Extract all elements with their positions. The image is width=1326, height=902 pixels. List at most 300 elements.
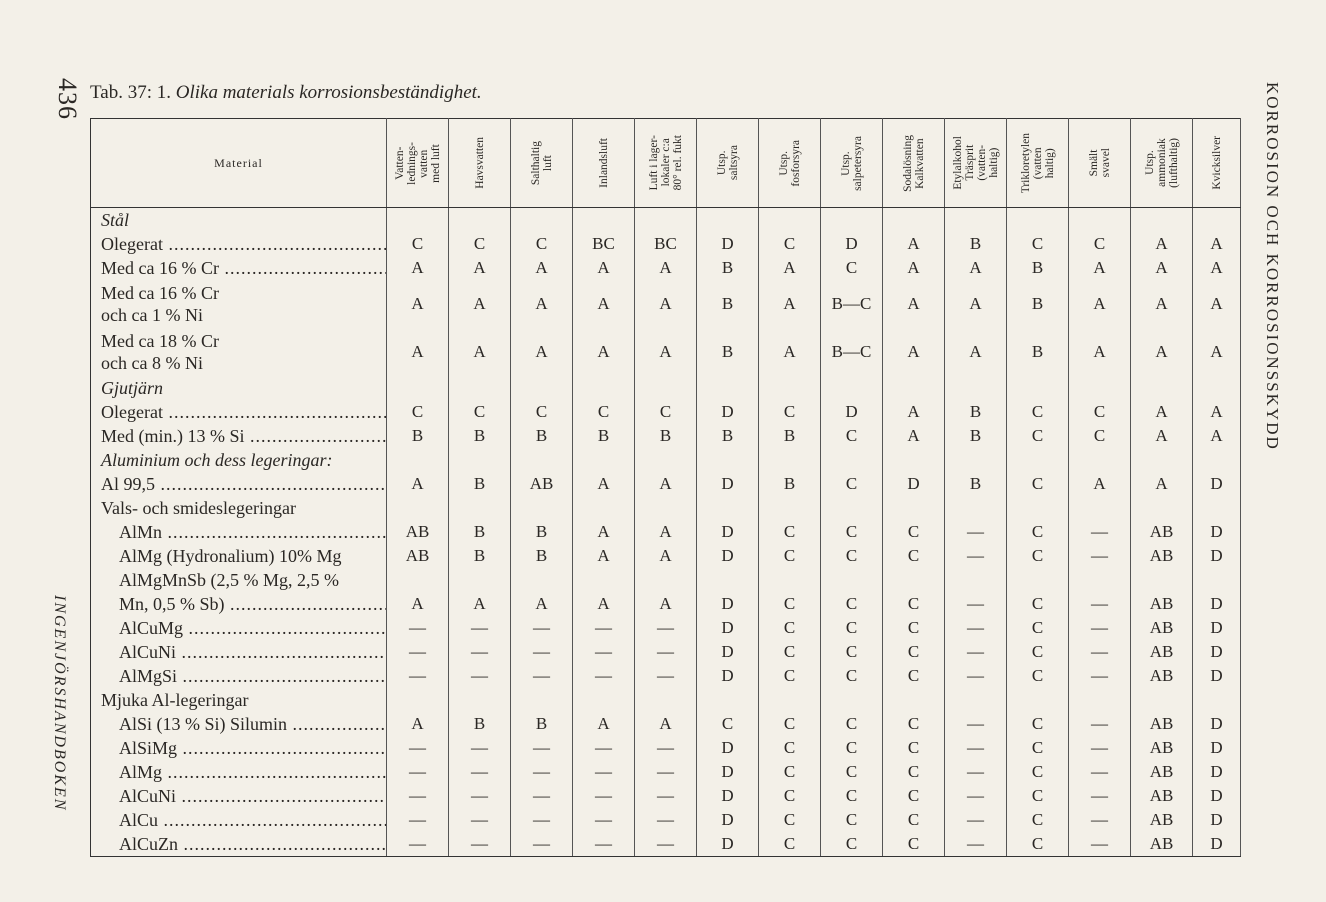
rating-cell: — <box>511 808 573 832</box>
subheading-row <box>91 568 1241 592</box>
rating-cell: C <box>1069 232 1131 256</box>
rating-cell: A <box>635 280 697 328</box>
empty-cell <box>821 376 883 400</box>
rating-cell: D <box>1193 760 1241 784</box>
empty-cell <box>883 376 945 400</box>
rating-cell: C <box>883 520 945 544</box>
rating-cell: A <box>1131 256 1193 280</box>
rating-cell: D <box>1193 712 1241 736</box>
rating-cell: D <box>697 232 759 256</box>
empty-cell <box>449 448 511 472</box>
rating-cell: AB <box>511 472 573 496</box>
rating-cell: C <box>821 256 883 280</box>
column-header <box>1069 119 1131 208</box>
empty-cell <box>387 496 449 520</box>
rating-cell: AB <box>1131 616 1193 640</box>
rating-cell: D <box>1193 784 1241 808</box>
empty-cell <box>821 568 883 592</box>
rating-cell: A <box>1069 472 1131 496</box>
empty-cell <box>511 208 573 233</box>
rating-cell: A <box>573 544 635 568</box>
empty-cell <box>697 496 759 520</box>
rating-cell: — <box>945 808 1007 832</box>
rating-cell: AB <box>1131 760 1193 784</box>
rating-cell: C <box>449 232 511 256</box>
column-header <box>449 119 511 208</box>
empty-cell <box>573 208 635 233</box>
empty-cell <box>883 568 945 592</box>
empty-cell <box>387 376 449 400</box>
empty-cell <box>511 688 573 712</box>
corrosion-table <box>90 118 1241 857</box>
rating-cell: C <box>1007 736 1069 760</box>
material-label: Al 99,5 ..... <box>91 472 387 496</box>
rating-cell: C <box>821 640 883 664</box>
empty-cell <box>1069 208 1131 233</box>
rating-cell: D <box>1193 520 1241 544</box>
empty-cell <box>945 208 1007 233</box>
right-running-head: KORROSION OCH KORROSIONSSKYDD <box>1263 82 1282 451</box>
rating-cell: — <box>945 592 1007 616</box>
rating-cell: B <box>945 232 1007 256</box>
empty-cell <box>697 208 759 233</box>
column-header-label: Inlandsluft <box>597 138 610 188</box>
empty-cell <box>1193 448 1241 472</box>
rating-cell: — <box>1069 544 1131 568</box>
empty-cell <box>883 448 945 472</box>
rating-cell: D <box>1193 832 1241 857</box>
rating-cell: — <box>511 616 573 640</box>
rating-cell: D <box>697 736 759 760</box>
rating-cell: B <box>449 472 511 496</box>
rating-cell: B <box>449 712 511 736</box>
rating-cell: C <box>1007 784 1069 808</box>
rating-cell: — <box>945 640 1007 664</box>
rating-cell: — <box>635 784 697 808</box>
rating-cell: A <box>573 472 635 496</box>
subheading-row <box>91 496 1241 520</box>
empty-cell <box>449 376 511 400</box>
rating-cell: C <box>573 400 635 424</box>
material-label: AlCuZn ..... <box>91 832 387 857</box>
rating-cell: — <box>945 760 1007 784</box>
rating-cell: — <box>573 640 635 664</box>
column-header-label: Salthaltig luft <box>529 140 554 186</box>
rating-cell: A <box>1193 328 1241 376</box>
table-row <box>91 280 1241 328</box>
rating-cell: B <box>1007 256 1069 280</box>
rating-cell: C <box>821 520 883 544</box>
rating-cell: C <box>1007 424 1069 448</box>
rating-cell: — <box>449 616 511 640</box>
rating-cell: — <box>635 808 697 832</box>
empty-cell <box>1069 376 1131 400</box>
rating-cell: C <box>883 784 945 808</box>
rating-cell: A <box>511 256 573 280</box>
rating-cell: — <box>1069 592 1131 616</box>
empty-cell <box>1131 208 1193 233</box>
rating-cell: AB <box>1131 832 1193 857</box>
rating-cell: A <box>573 520 635 544</box>
empty-cell <box>1007 448 1069 472</box>
rating-cell: C <box>759 664 821 688</box>
rating-cell: C <box>821 544 883 568</box>
empty-cell <box>387 568 449 592</box>
material-label: Med (min.) 13 % Si ..... <box>91 424 387 448</box>
material-label: AlCuNi ..... <box>91 640 387 664</box>
rating-cell: A <box>635 520 697 544</box>
material-label <box>91 280 387 328</box>
empty-cell <box>759 376 821 400</box>
empty-cell <box>573 376 635 400</box>
material-label-line2: och ca 1 % Ni <box>101 305 203 325</box>
table-row <box>91 640 1241 664</box>
column-header-label: Etylalkohol Träsprit (vatten- haltig) <box>951 136 1000 190</box>
rating-cell: B <box>945 424 1007 448</box>
column-header-label: Kvicksilver <box>1210 136 1223 190</box>
rating-cell: C <box>759 520 821 544</box>
rating-cell: D <box>697 472 759 496</box>
rating-cell: AB <box>1131 592 1193 616</box>
table-row <box>91 832 1241 857</box>
rating-cell: — <box>1069 736 1131 760</box>
column-header-label: Trikloretylen (vatten haltig) <box>1019 132 1056 194</box>
empty-cell <box>1007 376 1069 400</box>
rating-cell: — <box>449 832 511 857</box>
rating-cell: — <box>387 760 449 784</box>
rating-cell: — <box>573 616 635 640</box>
column-header <box>573 119 635 208</box>
material-label: AlSiMg ..... <box>91 736 387 760</box>
rating-cell: D <box>821 400 883 424</box>
rating-cell: A <box>511 592 573 616</box>
rating-cell: C <box>1007 640 1069 664</box>
rating-cell: A <box>945 328 1007 376</box>
rating-cell: — <box>449 784 511 808</box>
rating-cell: C <box>821 760 883 784</box>
material-label: AlMgSi ..... <box>91 664 387 688</box>
rating-cell: B <box>945 400 1007 424</box>
empty-cell <box>635 376 697 400</box>
empty-cell <box>387 208 449 233</box>
rating-cell: C <box>821 712 883 736</box>
rating-cell: D <box>697 832 759 857</box>
rating-cell: C <box>759 544 821 568</box>
rating-cell: — <box>945 664 1007 688</box>
column-header <box>1193 119 1241 208</box>
table-row <box>91 664 1241 688</box>
rating-cell: — <box>511 832 573 857</box>
column-header <box>511 119 573 208</box>
rating-cell: — <box>635 832 697 857</box>
rating-cell: C <box>883 544 945 568</box>
rating-cell: — <box>387 736 449 760</box>
empty-cell <box>1131 376 1193 400</box>
rating-cell: C <box>1007 760 1069 784</box>
rating-cell: C <box>1007 544 1069 568</box>
rating-cell: C <box>1007 400 1069 424</box>
empty-cell <box>1193 688 1241 712</box>
rating-cell: — <box>573 784 635 808</box>
caption-label: Tab. 37: 1. <box>90 82 171 103</box>
rating-cell: C <box>821 784 883 808</box>
rating-cell: A <box>573 328 635 376</box>
rating-cell: A <box>945 280 1007 328</box>
rating-cell: D <box>697 664 759 688</box>
rating-cell: — <box>635 616 697 640</box>
table-row <box>91 544 1241 568</box>
rating-cell: C <box>883 808 945 832</box>
table-row <box>91 784 1241 808</box>
rating-cell: B <box>759 472 821 496</box>
subheading-label: Vals- och smideslegeringar <box>91 496 387 520</box>
empty-cell <box>635 448 697 472</box>
rating-cell: A <box>387 256 449 280</box>
rating-cell: C <box>821 664 883 688</box>
material-label: Olegerat ..... <box>91 232 387 256</box>
rating-cell: C <box>759 712 821 736</box>
rating-cell: — <box>387 640 449 664</box>
rating-cell: D <box>1193 808 1241 832</box>
rating-cell: A <box>573 256 635 280</box>
rating-cell: B <box>945 472 1007 496</box>
rating-cell: D <box>697 544 759 568</box>
rating-cell: C <box>759 232 821 256</box>
rating-cell: A <box>1193 424 1241 448</box>
rating-cell: — <box>511 784 573 808</box>
rating-cell: A <box>1193 232 1241 256</box>
rating-cell: C <box>821 592 883 616</box>
column-header-label: Utsp. saltsyra <box>715 145 740 181</box>
empty-cell <box>1069 496 1131 520</box>
rating-cell: C <box>759 832 821 857</box>
rating-cell: AB <box>387 520 449 544</box>
rating-cell: D <box>1193 472 1241 496</box>
rating-cell: A <box>759 328 821 376</box>
material-label-line1: Med ca 18 % Cr <box>101 331 219 351</box>
rating-cell: C <box>387 232 449 256</box>
column-header <box>759 119 821 208</box>
rating-cell: A <box>387 472 449 496</box>
rating-cell: D <box>821 232 883 256</box>
rating-cell: BC <box>573 232 635 256</box>
column-header-label: Havsvatten <box>473 137 486 189</box>
empty-cell <box>635 208 697 233</box>
rating-cell: C <box>759 616 821 640</box>
rating-cell: C <box>635 400 697 424</box>
empty-cell <box>573 688 635 712</box>
rating-cell: C <box>759 784 821 808</box>
rating-cell: C <box>1007 832 1069 857</box>
rating-cell: C <box>759 592 821 616</box>
table-row <box>91 712 1241 736</box>
table-row <box>91 616 1241 640</box>
rating-cell: C <box>821 616 883 640</box>
rating-cell: — <box>573 664 635 688</box>
rating-cell: C <box>1069 424 1131 448</box>
rating-cell: C <box>883 592 945 616</box>
rating-cell: A <box>573 712 635 736</box>
rating-cell: C <box>1007 472 1069 496</box>
rating-cell: C <box>759 808 821 832</box>
rating-cell: D <box>1193 736 1241 760</box>
rating-cell: D <box>697 520 759 544</box>
rating-cell: A <box>1193 280 1241 328</box>
rating-cell: A <box>1131 472 1193 496</box>
rating-cell: D <box>697 400 759 424</box>
rating-cell: — <box>1069 520 1131 544</box>
empty-cell <box>821 208 883 233</box>
rating-cell: A <box>387 592 449 616</box>
rating-cell: — <box>1069 616 1131 640</box>
empty-cell <box>449 208 511 233</box>
rating-cell: — <box>387 616 449 640</box>
column-header-label: Smält svavel <box>1087 148 1112 178</box>
rating-cell: AB <box>1131 664 1193 688</box>
column-header-label: Utsp. fosforsyra <box>777 139 802 187</box>
rating-cell: D <box>697 640 759 664</box>
rating-cell: B <box>1007 280 1069 328</box>
empty-cell <box>1007 688 1069 712</box>
table-row <box>91 424 1241 448</box>
rating-cell: C <box>883 712 945 736</box>
subheading-label: AlMgMnSb (2,5 % Mg, 2,5 % <box>91 568 387 592</box>
rating-cell: — <box>449 640 511 664</box>
rating-cell: B <box>635 424 697 448</box>
rating-cell: A <box>387 712 449 736</box>
rating-cell: — <box>449 808 511 832</box>
column-header-label: Utsp. salpetersyra <box>839 135 864 191</box>
rating-cell: C <box>511 400 573 424</box>
empty-cell <box>387 688 449 712</box>
rating-cell: A <box>883 256 945 280</box>
rating-cell: B <box>697 424 759 448</box>
empty-cell <box>511 448 573 472</box>
rating-cell: B <box>387 424 449 448</box>
rating-cell: A <box>511 328 573 376</box>
column-header-label: Luft i lager- lokaler c:a 80° rel. fukt <box>647 135 684 191</box>
rating-cell: A <box>635 328 697 376</box>
rating-cell: C <box>821 472 883 496</box>
empty-cell <box>945 688 1007 712</box>
rating-cell: — <box>1069 640 1131 664</box>
column-header <box>945 119 1007 208</box>
rating-cell: A <box>449 280 511 328</box>
empty-cell <box>1131 496 1193 520</box>
empty-cell <box>945 496 1007 520</box>
column-header <box>1007 119 1069 208</box>
empty-cell <box>821 496 883 520</box>
rating-cell: A <box>635 256 697 280</box>
material-label: AlCuNi ..... <box>91 784 387 808</box>
material-label-line2: och ca 8 % Ni <box>101 353 203 373</box>
rating-cell: — <box>511 640 573 664</box>
rating-cell: A <box>573 592 635 616</box>
rating-cell: — <box>945 520 1007 544</box>
empty-cell <box>449 496 511 520</box>
rating-cell: A <box>1193 256 1241 280</box>
empty-cell <box>511 376 573 400</box>
section-row <box>91 448 1241 472</box>
material-label: AlMg ..... <box>91 760 387 784</box>
rating-cell: C <box>883 760 945 784</box>
rating-cell: C <box>1007 520 1069 544</box>
rating-cell: A <box>1131 424 1193 448</box>
rating-cell: — <box>511 760 573 784</box>
rating-cell: — <box>945 544 1007 568</box>
table-header-row <box>91 119 1241 208</box>
rating-cell: C <box>821 736 883 760</box>
rating-cell: — <box>1069 760 1131 784</box>
rating-cell: — <box>573 736 635 760</box>
rating-cell: A <box>449 328 511 376</box>
rating-cell: — <box>1069 784 1131 808</box>
empty-cell <box>759 496 821 520</box>
rating-cell: A <box>1069 256 1131 280</box>
rating-cell: B <box>697 328 759 376</box>
rating-cell: D <box>883 472 945 496</box>
table-body <box>91 208 1241 857</box>
rating-cell: A <box>511 280 573 328</box>
rating-cell: D <box>1193 640 1241 664</box>
rating-cell: — <box>635 640 697 664</box>
empty-cell <box>1193 376 1241 400</box>
rating-cell: — <box>511 664 573 688</box>
rating-cell: C <box>883 664 945 688</box>
empty-cell <box>945 568 1007 592</box>
rating-cell: AB <box>1131 544 1193 568</box>
table-row <box>91 328 1241 376</box>
empty-cell <box>821 448 883 472</box>
column-header-material: Material <box>91 119 387 208</box>
rating-cell: A <box>1069 328 1131 376</box>
rating-cell: C <box>449 400 511 424</box>
rating-cell: — <box>511 736 573 760</box>
rating-cell: B <box>511 712 573 736</box>
empty-cell <box>1069 568 1131 592</box>
empty-cell <box>1131 568 1193 592</box>
rating-cell: B <box>697 280 759 328</box>
empty-cell <box>635 568 697 592</box>
rating-cell: B <box>449 520 511 544</box>
rating-cell: B—C <box>821 280 883 328</box>
rating-cell: A <box>387 280 449 328</box>
rating-cell: A <box>759 256 821 280</box>
rating-cell: — <box>945 784 1007 808</box>
material-label-lines <box>101 330 219 374</box>
empty-cell <box>697 376 759 400</box>
rating-cell: B <box>759 424 821 448</box>
empty-cell <box>573 568 635 592</box>
column-header-label: Utsp. ammoniak (lufthaltig) <box>1143 138 1180 188</box>
rating-cell: C <box>759 400 821 424</box>
rating-cell: B <box>511 520 573 544</box>
empty-cell <box>759 448 821 472</box>
table-row <box>91 520 1241 544</box>
rating-cell: — <box>945 832 1007 857</box>
rating-cell: C <box>1007 616 1069 640</box>
rating-cell: AB <box>1131 736 1193 760</box>
rating-cell: A <box>1193 400 1241 424</box>
rating-cell: — <box>945 712 1007 736</box>
rating-cell: — <box>1069 664 1131 688</box>
rating-cell: — <box>945 616 1007 640</box>
rating-cell: C <box>883 640 945 664</box>
rating-cell: A <box>635 472 697 496</box>
empty-cell <box>1193 496 1241 520</box>
rating-cell: B <box>511 544 573 568</box>
rating-cell: A <box>759 280 821 328</box>
